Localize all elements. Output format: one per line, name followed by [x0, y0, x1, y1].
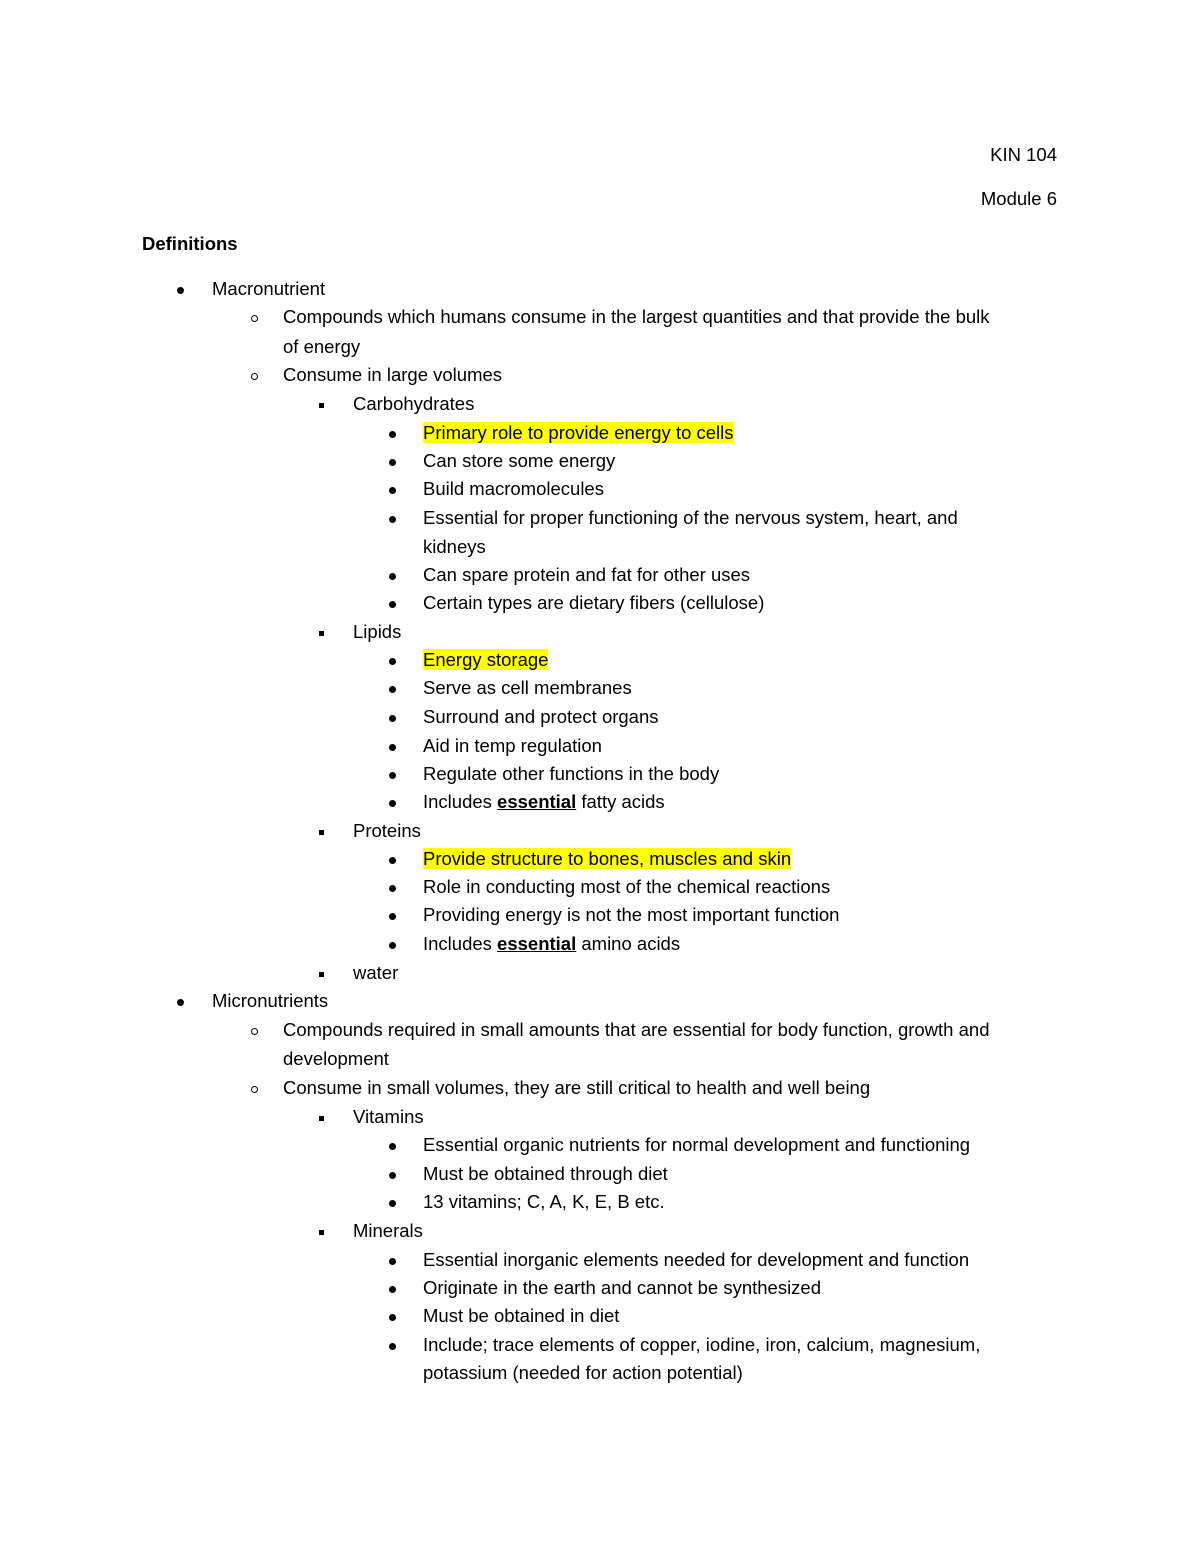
bullet-circle-icon [240, 363, 268, 387]
bullet-dot-icon [378, 734, 406, 758]
proteins-item-essential [423, 932, 680, 956]
bullet-dot-icon [378, 421, 406, 445]
bullet-circle-icon [240, 1076, 268, 1100]
text-prefix: Includes [423, 933, 498, 954]
bullet-dot-icon [378, 1248, 406, 1272]
bullet-square-icon [307, 620, 335, 644]
bullet-square-icon [307, 392, 335, 416]
section-heading: Definitions [142, 233, 238, 254]
bullet-circle-icon [240, 305, 268, 329]
text-suffix: fatty acids [576, 791, 665, 812]
lipids-item-highlighted [423, 648, 548, 672]
bullet-square-icon [307, 1105, 335, 1129]
bullet-dot-icon [378, 847, 406, 871]
bullet-dot-icon [378, 903, 406, 927]
lipids-item: Regulate other functions in the body [423, 763, 720, 784]
bullet-square-icon [307, 819, 335, 843]
bullet-dot-icon [378, 705, 406, 729]
module-label: Module 6 [980, 188, 1057, 209]
vitamins-item: 13 vitamins; C, A, K, E, B etc. [423, 1191, 665, 1212]
essential-emphasis: essential [497, 791, 577, 812]
micro-definition-line2: development [283, 1048, 389, 1069]
proteins-item: Providing energy is not the most important function [423, 904, 840, 925]
bullet-dot-icon [378, 1304, 406, 1328]
bullet-dot-icon [378, 648, 406, 672]
minerals-item: Essential inorganic elements needed for development and function [423, 1249, 970, 1270]
bullet-square-icon [307, 961, 335, 985]
lipids-item: Surround and protect organs [423, 706, 659, 727]
bullet-dot-icon [378, 1276, 406, 1300]
lipids-item-essential [423, 790, 665, 814]
bullet-dot-icon [378, 1133, 406, 1157]
micronutrients-title: Micronutrients [212, 990, 329, 1011]
bullet-dot-icon [378, 477, 406, 501]
carbs-item-line1: Essential for proper functioning of the nervous system, heart, and [423, 507, 958, 528]
bullet-dot-icon [378, 762, 406, 786]
micro-definition-line1: Compounds required in small amounts that are essential for body function, growth and [283, 1019, 990, 1040]
bullet-dot-icon [166, 277, 194, 301]
macro-definition-line1: Compounds which humans consume in the largest quantities and that provide the bulk [283, 306, 990, 327]
bullet-dot-icon [378, 449, 406, 473]
lipids-title: Lipids [353, 621, 402, 642]
carbs-item: Can spare protein and fat for other uses [423, 564, 751, 585]
highlight-text: Primary role to provide energy to cells [423, 422, 734, 443]
bullet-dot-icon [378, 591, 406, 615]
bullet-dot-icon [378, 1190, 406, 1214]
minerals-item: Must be obtained in diet [423, 1305, 620, 1326]
macro-consume: Consume in large volumes [283, 364, 503, 385]
bullet-dot-icon [378, 676, 406, 700]
macronutrient-title: Macronutrient [212, 278, 326, 299]
carbs-item: Build macromolecules [423, 478, 604, 499]
carbs-item: Certain types are dietary fibers (cellulose) [423, 592, 765, 613]
macro-definition-line2: of energy [283, 336, 361, 357]
bullet-dot-icon [378, 1162, 406, 1186]
lipids-item: Serve as cell membranes [423, 677, 632, 698]
vitamins-title: Vitamins [353, 1106, 424, 1127]
bullet-dot-icon [378, 875, 406, 899]
proteins-item: Role in conducting most of the chemical reactions [423, 876, 831, 897]
vitamins-item: Must be obtained through diet [423, 1163, 668, 1184]
carbs-item-line2: kidneys [423, 536, 486, 557]
bullet-dot-icon [378, 563, 406, 587]
water-title: water [353, 962, 399, 983]
micro-consume: Consume in small volumes, they are still critical to health and well being [283, 1077, 871, 1098]
minerals-title: Minerals [353, 1220, 423, 1241]
proteins-title: Proteins [353, 820, 421, 841]
carbs-item: Can store some energy [423, 450, 616, 471]
text-suffix: amino acids [576, 933, 681, 954]
minerals-item-line2: potassium (needed for action potential) [423, 1362, 743, 1383]
bullet-square-icon [307, 1219, 335, 1243]
essential-emphasis: essential [497, 933, 577, 954]
text-prefix: Includes [423, 791, 498, 812]
minerals-item-line1: Include; trace elements of copper, iodine, iron, calcium, magnesium, [423, 1334, 981, 1355]
vitamins-item: Essential organic nutrients for normal development and functioning [423, 1134, 971, 1155]
bullet-circle-icon [240, 1018, 268, 1042]
course-code: KIN 104 [990, 144, 1057, 165]
bullet-dot-icon [378, 506, 406, 530]
lipids-item: Aid in temp regulation [423, 735, 602, 756]
proteins-item-highlighted [423, 847, 791, 871]
bullet-dot-icon [378, 932, 406, 956]
bullet-dot-icon [378, 1333, 406, 1357]
highlight-text: Provide structure to bones, muscles and skin [423, 848, 792, 869]
bullet-dot-icon [166, 989, 194, 1013]
carbs-item-highlighted [423, 421, 734, 445]
carbohydrates-title: Carbohydrates [353, 393, 475, 414]
highlight-text: Energy storage [423, 649, 549, 670]
bullet-dot-icon [378, 790, 406, 814]
minerals-item: Originate in the earth and cannot be synthesized [423, 1277, 822, 1298]
